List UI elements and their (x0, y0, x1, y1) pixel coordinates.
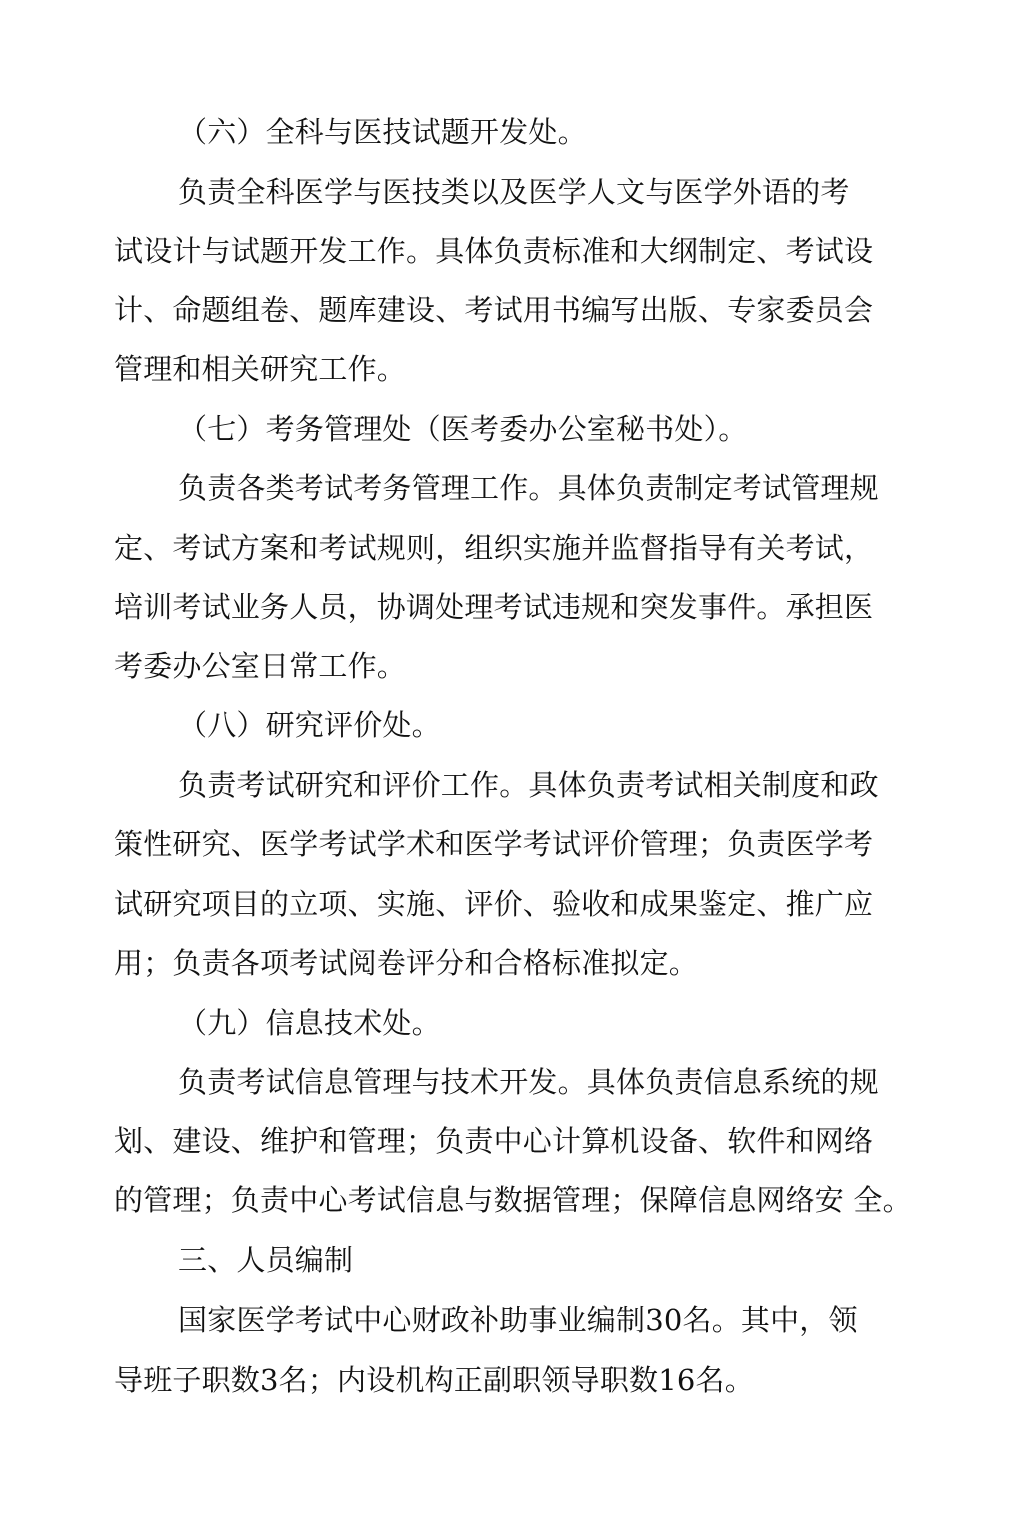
paragraph-line: 负责考试信息管理与技术开发。具体负责信息系统的规 (178, 1065, 879, 1099)
paragraph-line: 考委办公室日常工作。 (114, 649, 407, 683)
paragraph-line: 定、考试方案和考试规则，组织实施并监督指导有关考试， (114, 531, 874, 565)
paragraph-line: 管理和相关研究工作。 (114, 352, 407, 386)
section-heading-staffing: 三、人员编制 (178, 1243, 354, 1277)
paragraph-line: 策性研究、医学考试学术和医学考试评价管理；负责医学考 (114, 827, 874, 861)
section-heading-8: （八）研究评价处。 (178, 708, 441, 742)
paragraph-line: 培训考试业务人员，协调处理考试违规和突发事件。承担医 (114, 590, 874, 624)
paragraph-line: 负责考试研究和评价工作。具体负责考试相关制度和政 (178, 768, 879, 802)
paragraph-line: 划、建设、维护和管理；负责中心计算机设备、软件和网络 (114, 1124, 874, 1158)
paragraph-line: 负责全科医学与医技类以及医学人文与医学外语的考 (178, 175, 850, 209)
paragraph-line: 国家医学考试中心财政补助事业编制30名。其中，领 (178, 1303, 858, 1337)
paragraph-line: 导班子职数3名；内设机构正副职领导职数16名。 (114, 1363, 754, 1397)
paragraph-line: 试设计与试题开发工作。具体负责标准和大纲制定、考试设 (114, 234, 874, 268)
paragraph-line: 试研究项目的立项、实施、评价、验收和成果鉴定、推广应 (114, 887, 874, 921)
section-heading-6: （六）全科与医技试题开发处。 (178, 115, 587, 149)
paragraph-line: 的管理；负责中心考试信息与数据管理；保障信息网络安 全。 (114, 1183, 912, 1217)
section-heading-7: （七）考务管理处（医考委办公室秘书处）。 (178, 412, 748, 446)
paragraph-line: 负责各类考试考务管理工作。具体负责制定考试管理规 (178, 471, 879, 505)
paragraph-line: 计、命题组卷、题库建设、考试用书编写出版、专家委员会 (114, 293, 874, 327)
section-heading-9: （九）信息技术处。 (178, 1006, 441, 1040)
paragraph-line: 用；负责各项考试阅卷评分和合格标准拟定。 (114, 946, 699, 980)
